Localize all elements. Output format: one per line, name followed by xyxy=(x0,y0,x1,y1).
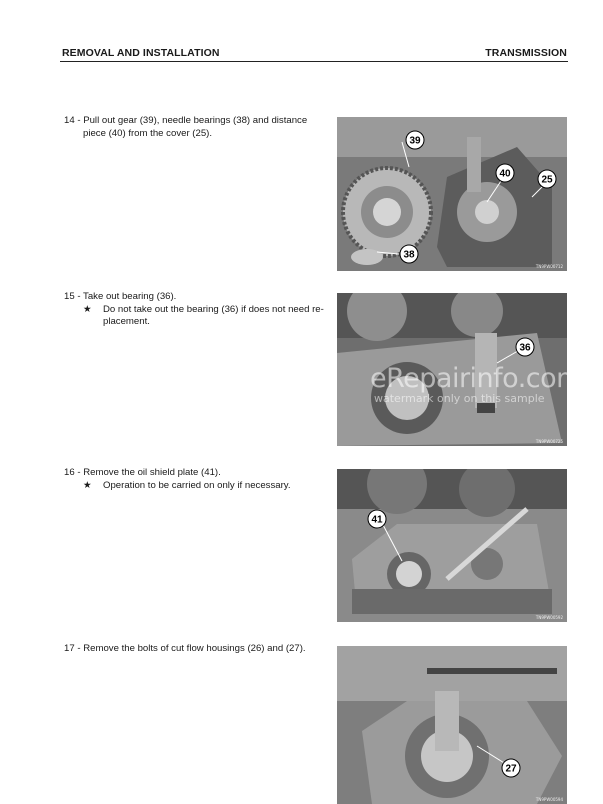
callout-36: 36 xyxy=(519,342,531,354)
callout-25: 25 xyxy=(541,174,553,186)
photo-image xyxy=(337,117,567,271)
callout-40: 40 xyxy=(499,168,511,180)
photo-code: TN9PW00592 xyxy=(535,615,563,620)
header-rule xyxy=(60,61,568,62)
watermark-sub: watermark only on this sample xyxy=(374,392,545,405)
note-text-continued: placement. xyxy=(103,316,150,327)
star-icon: ★ xyxy=(83,479,92,491)
step-17 xyxy=(64,643,326,656)
callout-38: 38 xyxy=(403,249,415,261)
step-16 xyxy=(64,467,326,492)
star-icon: ★ xyxy=(83,303,92,315)
callout-27: 27 xyxy=(505,763,517,775)
step-text: 17 - Remove the bolts of cut flow housings (26) and (27). xyxy=(64,643,306,654)
photo-image xyxy=(337,293,567,446)
section-title: REMOVAL AND INSTALLATION xyxy=(62,47,220,59)
photo-code: TN9PW00712 xyxy=(535,264,563,269)
note xyxy=(64,304,326,329)
watermark-brand: eRepairinfo.com xyxy=(370,363,582,394)
photo-step-14 xyxy=(337,117,567,271)
step-text-continued: piece (40) from the cover (25). xyxy=(83,127,213,139)
photo-step-15 xyxy=(337,293,567,446)
step-text: 16 - Remove the oil shield plate (41). xyxy=(64,467,221,478)
callout-41: 41 xyxy=(371,514,383,526)
step-text: 15 - Take out bearing (36). xyxy=(64,291,177,302)
photo-step-17 xyxy=(337,646,567,804)
photo-image xyxy=(337,646,567,804)
callout-39: 39 xyxy=(409,135,421,147)
step-text: 14 - Pull out gear (39), needle bearings (38) and distance xyxy=(64,115,308,126)
step-14 xyxy=(64,115,326,140)
photo-step-16 xyxy=(337,469,567,622)
photo-code: TN9PW00594 xyxy=(535,797,563,802)
note xyxy=(64,480,326,493)
note-text: Do not take out the bearing (36) if does not need re- xyxy=(103,303,324,315)
photo-image xyxy=(337,469,567,622)
chapter-title: TRANSMISSION xyxy=(485,47,567,59)
step-15 xyxy=(64,291,326,329)
note-text: Operation to be carried on only if necessary. xyxy=(103,479,291,491)
photo-code: TN9PW00725 xyxy=(535,439,563,444)
